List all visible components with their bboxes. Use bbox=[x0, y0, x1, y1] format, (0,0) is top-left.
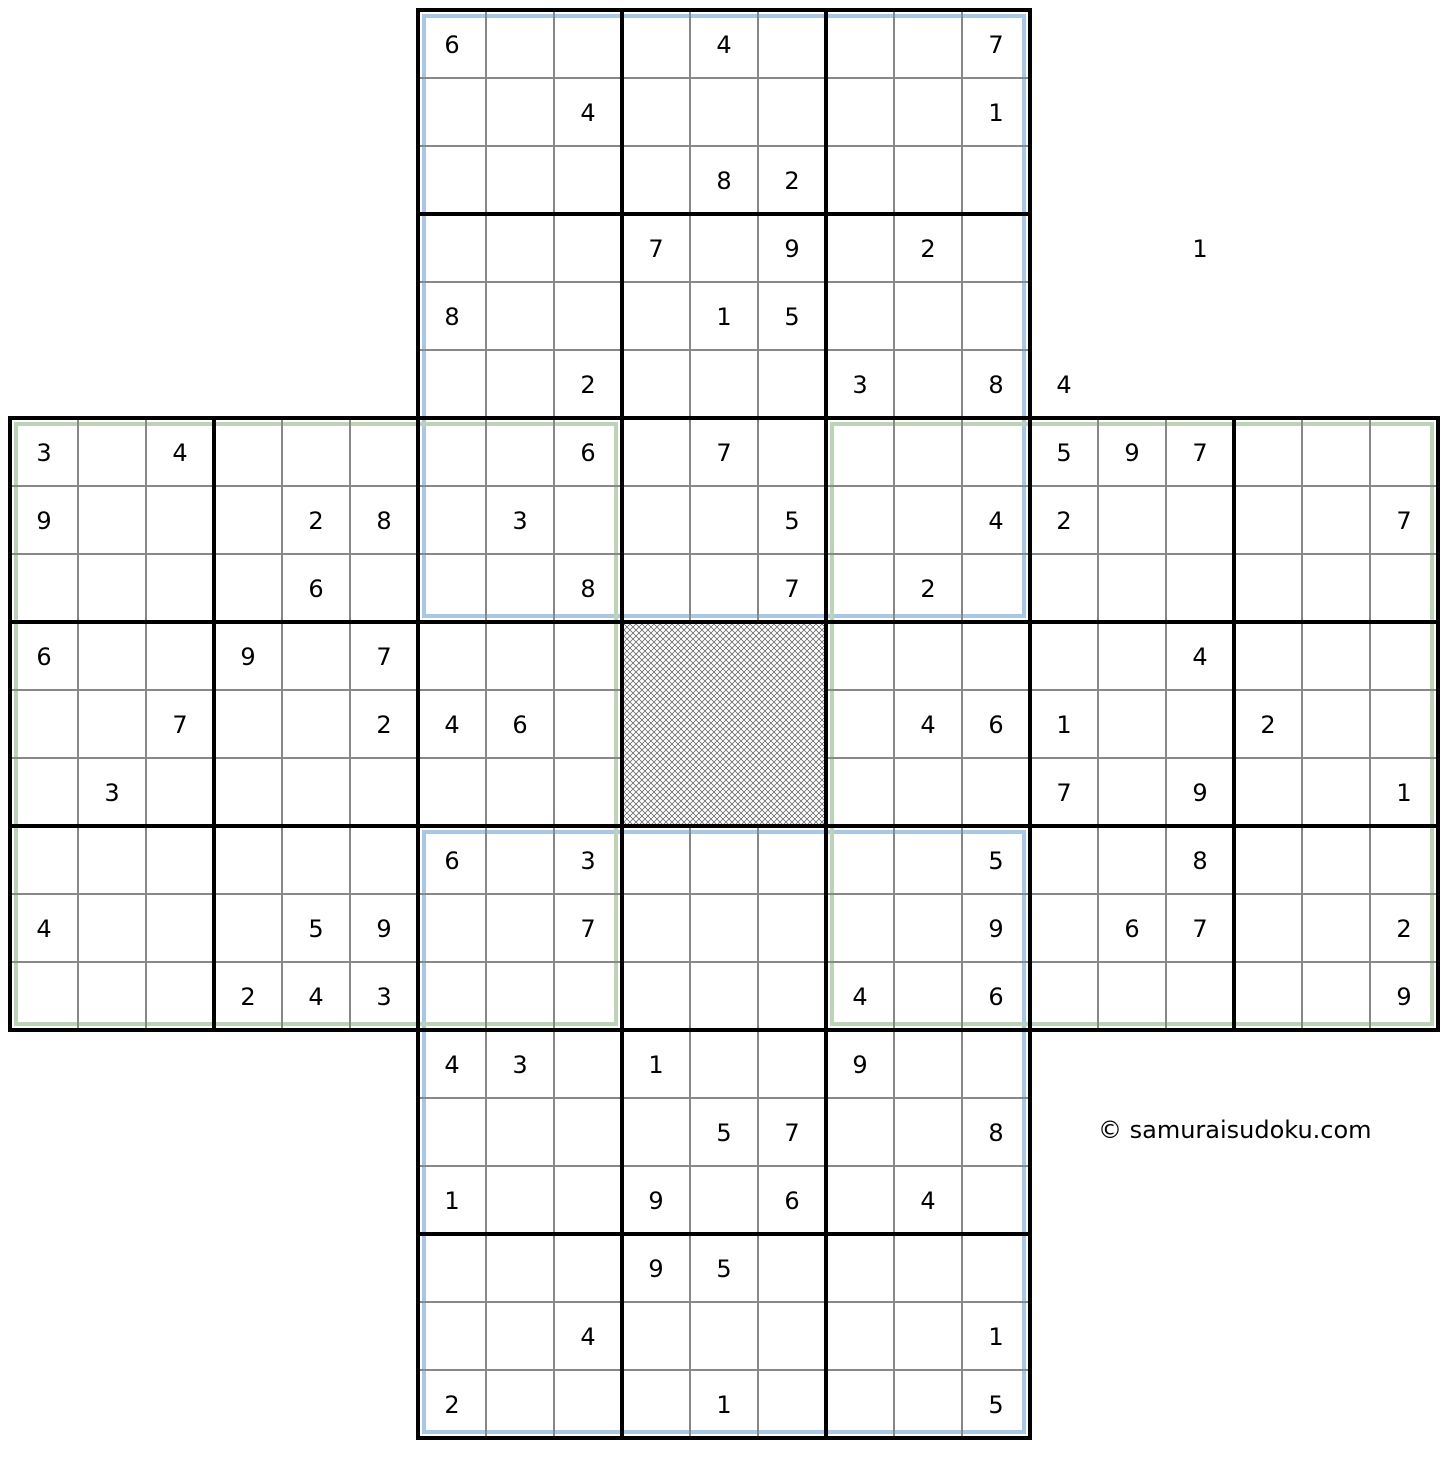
given-digit: 4 bbox=[1056, 371, 1072, 399]
given-digit: 9 bbox=[648, 1255, 664, 1283]
given-digit: 8 bbox=[1192, 847, 1208, 875]
given-digit: 2 bbox=[444, 1391, 460, 1419]
given-digit: 3 bbox=[512, 1051, 528, 1079]
given-digit: 7 bbox=[784, 1119, 800, 1147]
given-digit: 6 bbox=[444, 31, 460, 59]
center-hatch-fill bbox=[622, 622, 826, 826]
given-digit: 7 bbox=[648, 235, 664, 263]
given-digit: 6 bbox=[444, 847, 460, 875]
given-digit: 8 bbox=[376, 507, 392, 535]
given-digit: 9 bbox=[988, 915, 1004, 943]
given-digit: 4 bbox=[172, 439, 188, 467]
given-digit: 9 bbox=[1124, 439, 1140, 467]
given-digit: 2 bbox=[1260, 711, 1276, 739]
given-digit: 2 bbox=[784, 167, 800, 195]
given-digit: 3 bbox=[852, 371, 868, 399]
given-digit: 6 bbox=[988, 711, 1004, 739]
given-digit: 5 bbox=[988, 847, 1004, 875]
given-digit: 5 bbox=[716, 1119, 732, 1147]
given-digit: 3 bbox=[512, 507, 528, 535]
given-digit: 3 bbox=[580, 847, 596, 875]
given-digit: 2 bbox=[1056, 507, 1072, 535]
given-digit: 4 bbox=[36, 915, 52, 943]
given-digit: 4 bbox=[716, 31, 732, 59]
given-digit: 4 bbox=[444, 1051, 460, 1079]
given-digit: 3 bbox=[36, 439, 52, 467]
given-digit: 7 bbox=[784, 575, 800, 603]
center-hatched-block bbox=[622, 622, 826, 826]
given-digit: 8 bbox=[580, 575, 596, 603]
given-digit: 1 bbox=[988, 1323, 1004, 1351]
given-digit: 9 bbox=[36, 507, 52, 535]
given-digit: 1 bbox=[648, 1051, 664, 1079]
given-digit: 6 bbox=[1124, 915, 1140, 943]
given-digit: 7 bbox=[988, 31, 1004, 59]
given-digit: 2 bbox=[1396, 915, 1412, 943]
given-digit: 4 bbox=[580, 99, 596, 127]
given-digit: 7 bbox=[1056, 779, 1072, 807]
given-digit: 5 bbox=[988, 1391, 1004, 1419]
given-digit: 7 bbox=[1396, 507, 1412, 535]
given-digit: 6 bbox=[988, 983, 1004, 1011]
given-digit: 4 bbox=[988, 507, 1004, 535]
given-digit: 1 bbox=[444, 1187, 460, 1215]
given-digit: 9 bbox=[648, 1187, 664, 1215]
given-digit: 5 bbox=[308, 915, 324, 943]
given-digit: 8 bbox=[988, 371, 1004, 399]
given-digit: 6 bbox=[784, 1187, 800, 1215]
copyright-credit: © samuraisudoku.com bbox=[1098, 1116, 1372, 1144]
given-digit: 9 bbox=[1192, 779, 1208, 807]
given-digit: 7 bbox=[1192, 439, 1208, 467]
given-digit: 1 bbox=[1056, 711, 1072, 739]
given-digit: 4 bbox=[444, 711, 460, 739]
given-digit: 2 bbox=[580, 371, 596, 399]
given-digit: 2 bbox=[920, 235, 936, 263]
given-digit: 4 bbox=[920, 711, 936, 739]
given-digit: 1 bbox=[1396, 779, 1412, 807]
given-digit: 3 bbox=[104, 779, 120, 807]
given-digit: 9 bbox=[1396, 983, 1412, 1011]
given-digit: 1 bbox=[716, 303, 732, 331]
given-digit: 1 bbox=[988, 99, 1004, 127]
given-digit: 3 bbox=[376, 983, 392, 1011]
given-digit: 9 bbox=[376, 915, 392, 943]
given-digit: 2 bbox=[376, 711, 392, 739]
given-digit: 5 bbox=[784, 303, 800, 331]
given-digit: 6 bbox=[580, 439, 596, 467]
given-digit: 5 bbox=[1056, 439, 1072, 467]
given-digit: 4 bbox=[308, 983, 324, 1011]
given-digit: 4 bbox=[1192, 643, 1208, 671]
given-digit: 5 bbox=[716, 1255, 732, 1283]
given-digit: 4 bbox=[580, 1323, 596, 1351]
given-digit: 7 bbox=[376, 643, 392, 671]
given-digit: 7 bbox=[580, 915, 596, 943]
given-digit: 6 bbox=[308, 575, 324, 603]
given-digit: 2 bbox=[240, 983, 256, 1011]
given-digit: 7 bbox=[1192, 915, 1208, 943]
given-digit: 1 bbox=[716, 1391, 732, 1419]
given-digit: 8 bbox=[988, 1119, 1004, 1147]
given-digit: 9 bbox=[784, 235, 800, 263]
given-digit: 1 bbox=[1192, 235, 1208, 263]
given-digit: 8 bbox=[444, 303, 460, 331]
given-digit: 5 bbox=[784, 507, 800, 535]
given-digit: 6 bbox=[512, 711, 528, 739]
given-digit: 8 bbox=[716, 167, 732, 195]
given-digit: 9 bbox=[240, 643, 256, 671]
given-digit: 2 bbox=[308, 507, 324, 535]
given-digit: 7 bbox=[172, 711, 188, 739]
given-digit: 4 bbox=[852, 983, 868, 1011]
given-digit: 2 bbox=[920, 575, 936, 603]
given-digit: 6 bbox=[36, 643, 52, 671]
given-digit: 4 bbox=[920, 1187, 936, 1215]
given-digit: 7 bbox=[716, 439, 732, 467]
given-digit: 9 bbox=[852, 1051, 868, 1079]
